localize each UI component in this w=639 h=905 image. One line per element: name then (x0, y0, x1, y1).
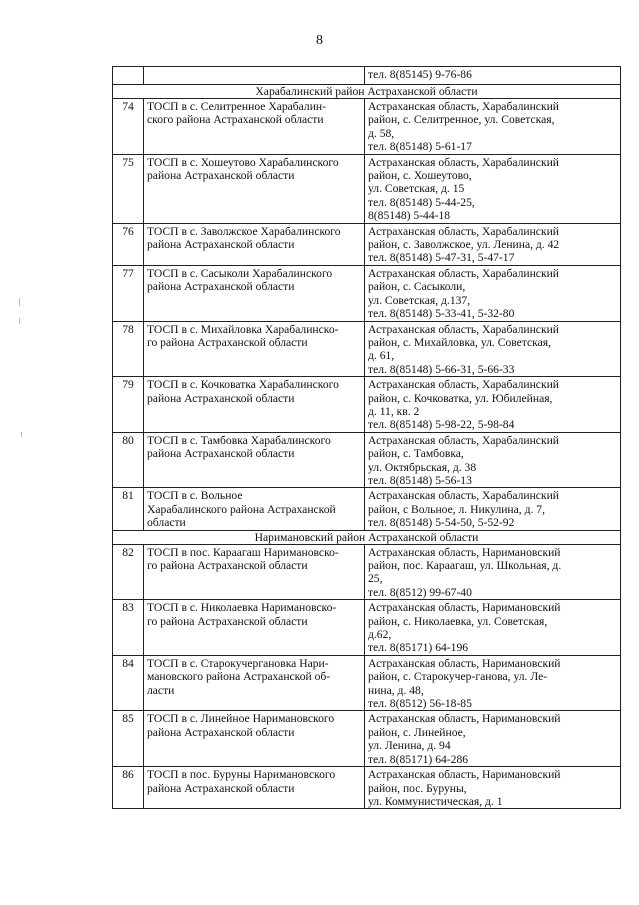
table-row (113, 600, 621, 656)
phone-line: тел. 8(85145) 9-76-86 (368, 68, 472, 81)
row-number: 86 (113, 767, 144, 809)
section-header-row (113, 530, 621, 544)
org-name-line: ТОСП в пос. Караагаш Наримановско- (147, 545, 339, 559)
row-number: 85 (113, 711, 144, 767)
scan-mark (19, 298, 20, 306)
row-number: 74 (113, 99, 144, 155)
org-name (144, 67, 365, 85)
address-line: Астраханская область, Харабалинский (368, 378, 559, 392)
address-line: район, пос. Буруны, (368, 781, 467, 795)
address-line: Астраханская область, Наримановский (368, 601, 561, 615)
org-name-line: ТОСП в с. Хошеутово Харабалинского (147, 155, 339, 169)
address-line: тел. 8(85171) 64-196 (368, 641, 469, 655)
address-cell (365, 67, 621, 85)
org-name-line: Харабалинского района Астраханской (147, 502, 336, 516)
org-name-line: ласти (147, 683, 175, 697)
address-line: нина, д. 48, (368, 683, 424, 697)
org-name-line: района Астраханской области (147, 391, 295, 405)
address-line: Астраханская область, Харабалинский (368, 489, 559, 503)
org-name-line: ского района Астраханской области (147, 113, 324, 127)
org-name-line: ТОСП в с. Вольное (147, 489, 243, 503)
address-line: Астраханская область, Харабалинский (368, 266, 559, 280)
address-cell (365, 265, 621, 321)
address-line: район, с. Кочковатка, ул. Юбилейная, (368, 391, 553, 405)
address-line: Астраханская область, Наримановский (368, 656, 561, 670)
row-number: 80 (113, 432, 144, 488)
address-line: тел. 8(85171) 64-286 (368, 752, 469, 766)
address-line: район, пос. Караагаш, ул. Школьная, д. (368, 559, 562, 572)
org-name (144, 432, 365, 488)
table-row (113, 154, 621, 223)
address-line: д. 61, (368, 349, 395, 363)
registry-table (112, 66, 621, 809)
address-line: Астраханская область, Харабалинский (368, 224, 559, 238)
address-line: район, с. Хошеутово, (368, 169, 472, 183)
table-row (113, 767, 621, 809)
org-name (144, 655, 365, 711)
address-line: д.62, (368, 628, 392, 642)
org-name-line: мановского района Астраханской об- (147, 670, 331, 684)
page-number: 8 (316, 33, 323, 48)
address-line: Астраханская область, Наримановский (368, 712, 561, 726)
org-name (144, 99, 365, 155)
address-line: 8(85148) 5-44-18 (368, 209, 451, 223)
org-name-line: ТОСП в с. Линейное Наримановского (147, 712, 335, 726)
address-cell (365, 321, 621, 377)
row-number: 78 (113, 321, 144, 377)
address-line: Астраханская область, Наримановский (368, 545, 561, 559)
address-cell (365, 432, 621, 488)
row-number: 79 (113, 377, 144, 433)
table-row (113, 99, 621, 155)
address-line: район, с. Селитренное, ул. Советская, (368, 113, 555, 127)
table-row (113, 321, 621, 377)
address-line: Астраханская область, Харабалинский (368, 322, 559, 336)
org-name (144, 488, 365, 530)
address-line: тел. 8(85148) 5-54-50, 5-52-92 (368, 516, 515, 530)
address-line: ул. Советская, д. 15 (368, 182, 465, 196)
org-name-line: ТОСП в с. Николаевка Наримановско- (147, 601, 337, 615)
address-line: тел. 8(85148) 5-44-25, (368, 195, 475, 209)
address-line: район, с. Михайловка, ул. Советская, (368, 335, 551, 349)
org-name-line: ТОСП в с. Сасыколи Харабалинского (147, 266, 333, 280)
org-name-line: ТОСП в пос. Буруны Наримановского (147, 768, 336, 782)
address-cell (365, 655, 621, 711)
section-header-row (113, 85, 621, 99)
address-line: тел. 8(85148) 5-61-17 (368, 140, 472, 154)
address-line: 25, (368, 572, 383, 586)
org-name-line: района Астраханской области (147, 238, 295, 252)
org-name-line: района Астраханской области (147, 280, 295, 294)
address-cell (365, 767, 621, 809)
address-line: район, с. Сасыколи, (368, 280, 466, 294)
address-line: Астраханская область, Харабалинский (368, 155, 559, 169)
scan-mark (19, 318, 20, 324)
org-name-line: ТОСП в с. Тамбовка Харабалинского (147, 433, 331, 447)
address-cell (365, 544, 621, 600)
address-line: район, с. Тамбовка, (368, 447, 464, 461)
scan-mark (21, 432, 22, 437)
org-name (144, 265, 365, 321)
org-name-line: района Астраханской области (147, 781, 295, 795)
table-row (113, 67, 621, 85)
row-number: 83 (113, 600, 144, 656)
address-cell (365, 600, 621, 656)
org-name-line: ТОСП в с. Заволжское Харабалинского (147, 224, 341, 238)
address-line: тел. 8(85148) 5-56-13 (368, 473, 472, 487)
table-row (113, 223, 621, 265)
table-row (113, 377, 621, 433)
table-row (113, 655, 621, 711)
org-name-line: ТОСП в с. Михайловка Харабалинско- (147, 322, 339, 336)
address-line: д. 58, (368, 126, 395, 140)
org-name-line: ТОСП в с. Старокучергановка Нари- (147, 656, 329, 670)
org-name-line: го района Астраханской области (147, 335, 308, 349)
table-row (113, 488, 621, 530)
org-name-line: области (147, 516, 186, 530)
org-name (144, 767, 365, 809)
address-line: тел. 8(85148) 5-33-41, 5-32-80 (368, 307, 515, 321)
row-number (113, 67, 144, 85)
row-number: 77 (113, 265, 144, 321)
row-number: 76 (113, 223, 144, 265)
address-cell (365, 154, 621, 223)
row-number: 81 (113, 488, 144, 530)
address-cell (365, 488, 621, 530)
table-row (113, 432, 621, 488)
address-line: д. 11, кв. 2 (368, 404, 420, 418)
address-cell (365, 223, 621, 265)
address-line: район, с. Линейное, (368, 725, 466, 739)
address-line: ул. Октябрьская, д. 38 (368, 460, 477, 474)
org-name (144, 321, 365, 377)
org-name-line: района Астраханской области (147, 169, 295, 183)
address-line: район, с. Николаевка, ул. Советская, (368, 614, 548, 628)
row-number: 75 (113, 154, 144, 223)
org-name-line: го района Астраханской области (147, 614, 308, 628)
org-name (144, 544, 365, 600)
address-line: Астраханская область, Харабалинский (368, 100, 559, 113)
org-name (144, 377, 365, 433)
address-line: тел. 8(85148) 5-66-31, 5-66-33 (368, 362, 515, 376)
org-name-line: ТОСП в с. Кочковатка Харабалинского (147, 378, 339, 392)
address-line: район, с. Старокучер-ганова, ул. Ле- (368, 670, 548, 684)
org-name (144, 711, 365, 767)
section-title: Харабалинский район Астраханской области (113, 85, 621, 99)
org-name-line: го района Астраханской области (147, 559, 308, 572)
address-line: тел. 8(8512) 56-18-85 (368, 697, 472, 711)
org-name (144, 154, 365, 223)
row-number: 84 (113, 655, 144, 711)
address-line: ул. Коммунистическая, д. 1 (368, 794, 503, 808)
table-row (113, 711, 621, 767)
address-line: район, с. Заволжское, ул. Ленина, д. 42 (368, 238, 560, 252)
address-line: тел. 8(85148) 5-98-22, 5-98-84 (368, 418, 515, 432)
address-line: район, с Вольное, л. Никулина, д. 7, (368, 502, 545, 516)
table-row (113, 544, 621, 600)
address-line: ул. Ленина, д. 94 (368, 739, 451, 753)
address-cell (365, 377, 621, 433)
org-name-line: ТОСП в с. Селитренное Харабалин- (147, 100, 326, 113)
address-cell (365, 711, 621, 767)
table-row (113, 265, 621, 321)
org-name-line: района Астраханской области (147, 725, 295, 739)
address-line: Астраханская область, Наримановский (368, 768, 561, 782)
address-cell (365, 99, 621, 155)
address-line: ул. Советская, д.137, (368, 293, 471, 307)
org-name (144, 600, 365, 656)
address-line: Астраханская область, Харабалинский (368, 433, 559, 447)
row-number: 82 (113, 544, 144, 600)
section-title: Наримановский район Астраханской области (113, 530, 621, 544)
org-name-line: района Астраханской области (147, 447, 295, 461)
org-name (144, 223, 365, 265)
address-line: тел. 8(8512) 99-67-40 (368, 585, 472, 599)
address-line: тел. 8(85148) 5-47-31, 5-47-17 (368, 251, 515, 265)
